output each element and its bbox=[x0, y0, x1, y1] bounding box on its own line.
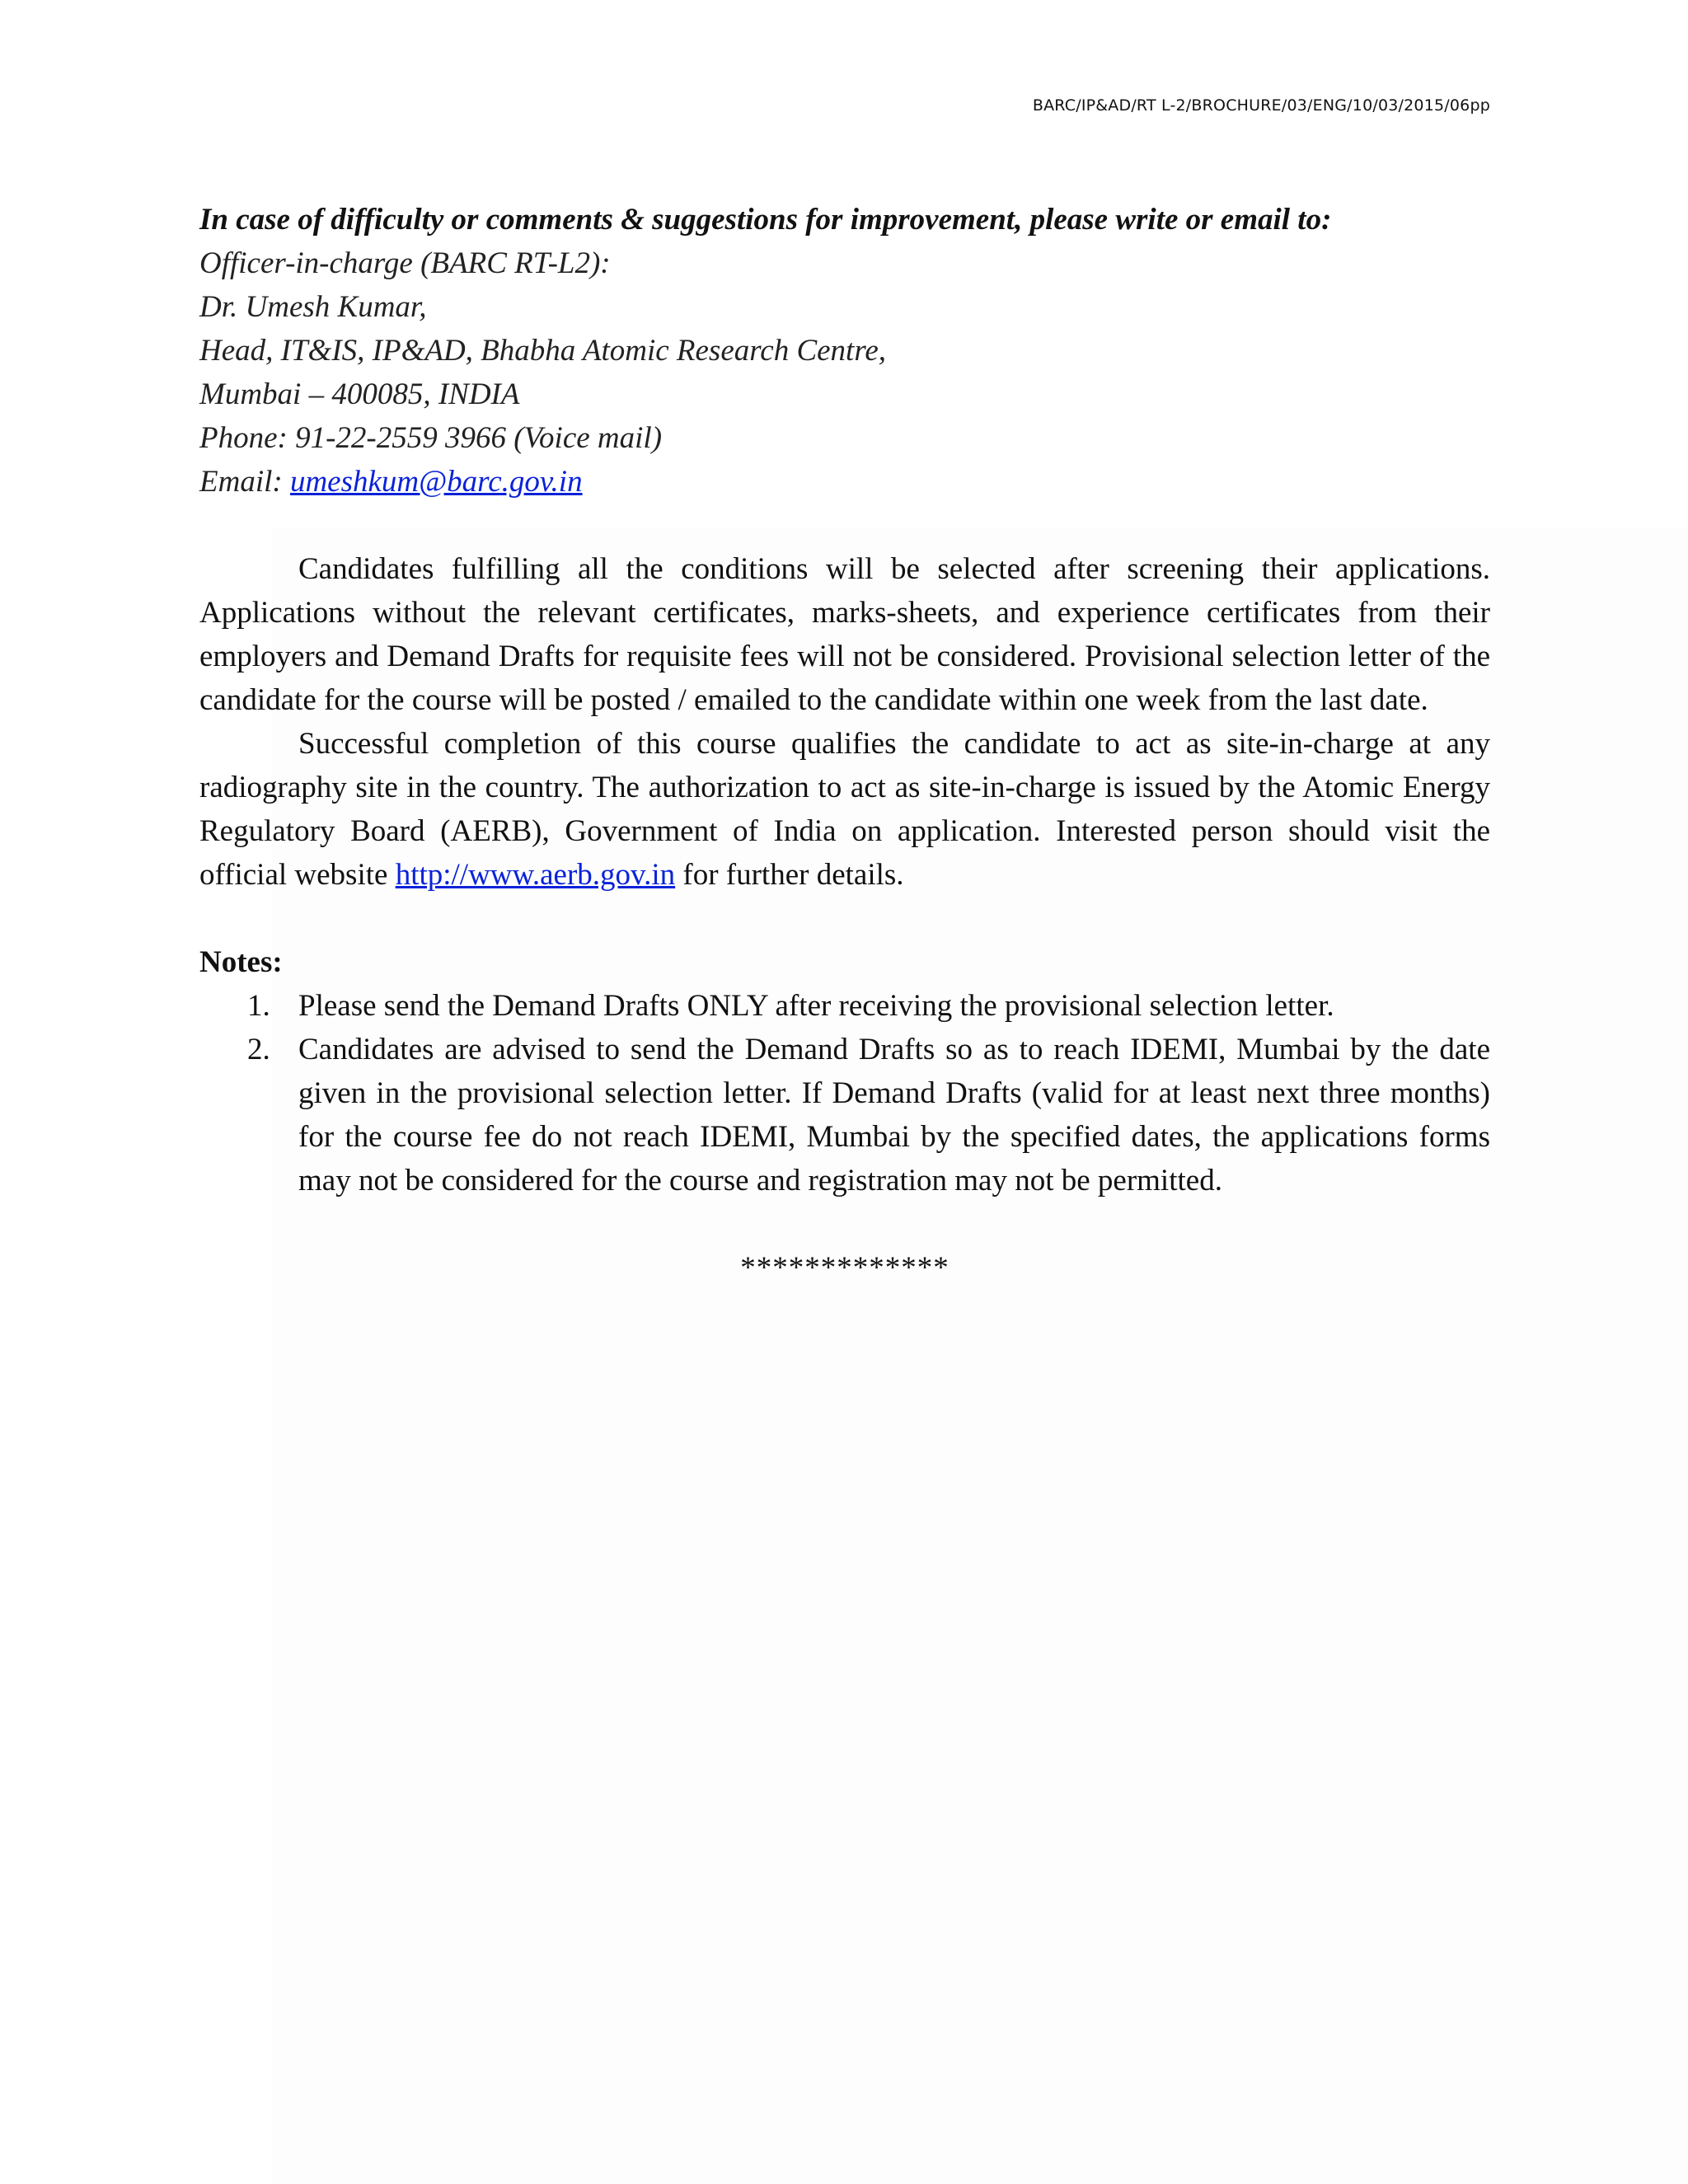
notes-title: Notes: bbox=[199, 945, 283, 979]
note-item bbox=[199, 1028, 1490, 1202]
notes-list bbox=[199, 984, 1490, 1202]
note-number: 2. bbox=[247, 1033, 270, 1066]
selection-paragraph: Candidates fulfilling all the conditions will be selected after screening their applications. Applications without the relevant certificates, marks-sheets, and experience certificates from their employers and Demand Drafts for requisite fees will not be considered. Provisional selection letter of the candidate for the course will be posted / emailed to the candidate within one week from the last date. bbox=[199, 552, 1490, 717]
completion-text: Successful completion of this course qualifies the candidate to act as site-in-charge at any radiography site in the country. The authorization to act as site-in-charge is issued by the Atomic Energy Regulatory Board (AERB), Government of India on application. Interested person should visit the official website bbox=[199, 727, 1490, 892]
officer-name: Dr. Umesh Kumar, bbox=[199, 290, 427, 324]
officer-phone: Phone: 91-22-2559 3966 (Voice mail) bbox=[199, 421, 663, 455]
document-reference: BARC/IP&AD/RT L-2/BROCHURE/03/ENG/10/03/2015/06pp bbox=[1032, 96, 1490, 115]
note-number: 1. bbox=[247, 989, 270, 1023]
officer-designation: Head, IT&IS, IP&AD, Bhabha Atomic Research Centre, bbox=[199, 334, 887, 368]
completion-text-end: for further details. bbox=[675, 858, 904, 892]
officer-title: Officer-in-charge (BARC RT-L2): bbox=[199, 246, 611, 280]
note-text: Candidates are advised to send the Demand Drafts so as to reach IDEMI, Mumbai by the date given in the provisional selection letter. If Demand Drafts (valid for at least next three months) for the course fee do not reach IDEMI, Mumbai by the specified dates, the applications forms may not be considered for the course and registration may not be permitted. bbox=[298, 1033, 1490, 1197]
document-body bbox=[199, 198, 1490, 1290]
note-text: Please send the Demand Drafts ONLY after receiving the provisional selection letter. bbox=[298, 989, 1334, 1023]
spacer bbox=[199, 897, 1490, 940]
end-marker: ************* bbox=[740, 1251, 950, 1285]
spacer bbox=[199, 504, 1490, 547]
aerb-website-link[interactable]: http://www.aerb.gov.in bbox=[395, 858, 676, 892]
contact-heading: In case of difficulty or comments & suggestions for improvement, please write or email to: bbox=[199, 203, 1332, 237]
officer-email-line bbox=[199, 460, 1490, 504]
completion-paragraph bbox=[199, 722, 1490, 897]
note-item bbox=[199, 984, 1490, 1028]
officer-address: Mumbai – 400085, INDIA bbox=[199, 377, 520, 411]
email-label: Email: bbox=[199, 465, 290, 499]
contact-block bbox=[199, 198, 1490, 504]
email-link[interactable]: umeshkum@barc.gov.in bbox=[289, 465, 583, 499]
